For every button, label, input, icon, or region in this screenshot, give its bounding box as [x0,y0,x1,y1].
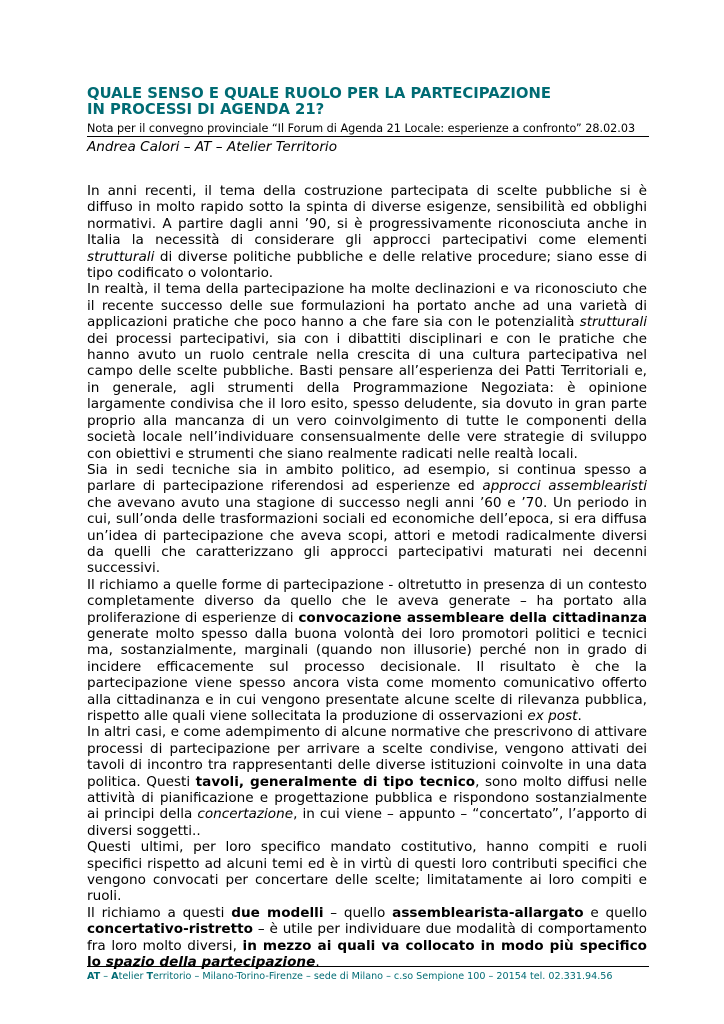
paragraph-4 [87,577,647,725]
paragraph-1-text-a: In anni recenti, il tema della costruzione partecipata di scelte pubbliche si è diffuso in molto rapido sotto la spinta di diverse esigenze, sensibilità ed obblighi normativi. A partire dagli anni ’90, si è progressivamente riconosciuta anche in Italia la necessità di considerare gli approcci partecipativi come elementi [87,183,647,249]
paragraph-5-bold: tavoli, generalmente di tipo tecnico [195,773,476,790]
footer-telier: telier [118,971,147,982]
footer-at: AT [87,971,101,982]
paragraph-3-emphasis: approcci assemblearisti [482,478,647,495]
paragraph-7-bold-3: concertativo-ristretto [87,921,253,938]
paragraph-5-emphasis: concertazione [197,806,294,823]
paragraph-7-text-b: – quello [323,904,393,921]
paragraph-6: Questi ultimi, per loro specifico mandato costitutivo, hanno compiti e ruoli specifici rispetto ad alcuni temi ed è in virtù di questi loro contributi specifici che vengono convocati per concertare delle scelte; limitatamente ai loro compiti e ruoli. [87,839,647,905]
paragraph-3 [87,462,647,577]
paragraph-3-text-a: Sia in sedi tecniche sia in ambito politico, ad esempio, si continua spesso a parlare di partecipazione riferendosi ad esperienze ed [87,461,647,495]
document-subtitle: Nota per il convegno provinciale “Il Forum di Agenda 21 Locale: esperienze a confronto” 28.02.03 [87,122,636,135]
paragraph-4-emphasis: ex post [527,708,578,724]
paragraph-5-text-c: , in cui viene – appunto – “concertato”, l’apporto di diversi soggetti.. [87,806,647,839]
paragraph-2-emphasis: strutturali [579,314,647,331]
paragraph-5-text-a: In altri casi, e come adempimento di alcune normative che prescrivono di attivare processi di partecipazione per arrivare a scelte condivise, vengono attivati dei tavoli di incontro tra rappresentanti delle diverse istituzioni coinvolte in una data politica. Questi [87,724,647,790]
paragraph-5 [87,724,647,839]
document-body [87,183,647,971]
footer-initial-a: A [111,971,119,982]
paragraph-7-bold-emphasis: spazio della partecipazione [105,954,316,971]
paragraph-7-text-e: . [315,954,320,971]
paragraph-7-text-c: e quello [583,904,648,921]
paragraph-7-text-a: Il richiamo a questi [87,904,232,921]
footer-separator: – [100,971,112,982]
paragraph-4-text-a: Il richiamo a quelle forme di partecipazione - oltretutto in presenza di un contesto completamente diverso da quello che le aveva generate – ha portato alla proliferazione di esperienze di [87,576,647,626]
footer-divider [87,966,649,967]
footer-initial-t: T [146,971,154,982]
paragraph-4-text-c: . [577,708,582,724]
paragraph-7-bold-4: in mezzo ai quali va collocato in modo più specifico lo [87,937,647,971]
paragraph-7-text-d: – è utile per individuare due modalità di comportamento fra loro molto diversi, [87,921,647,954]
document-title [87,86,647,118]
title-line-2: IN PROCESSI DI AGENDA 21? [87,101,325,118]
paragraph-5-text-b: , sono molto diffusi nelle attività di pianificazione e progettazione pubblica e rispondono sostanzialmente ai principi della [87,773,647,823]
page-footer [87,971,649,983]
paragraph-7-bold-2: assemblearista-allargato [392,904,584,921]
paragraph-1 [87,183,647,281]
paragraph-1-text-b: di diverse politiche pubbliche e delle relative procedure; siano esse di tipo codificato o volontario. [87,248,647,282]
footer-address: erritorio – Milano-Torino-Firenze – sede di Milano – c.so Sempione 100 – 20154 tel. 02.331.94.56 [153,971,613,982]
header-divider [87,136,649,137]
paragraph-4-bold: convocazione assembleare della cittadinanza [298,609,647,626]
paragraph-7 [87,905,647,971]
paragraph-1-emphasis: strutturali [87,248,155,265]
paragraph-2 [87,281,647,461]
title-line-1: QUALE SENSO E QUALE RUOLO PER LA PARTECIPAZIONE [87,85,551,102]
paragraph-2-text-b: dei processi partecipativi, sia con i dibattiti disciplinari e con le pratiche che hanno avuto un ruolo centrale nella crescita di una cultura partecipativa nel campo delle scelte pubbliche. Basti pensare all’esperienza dei Patti Territoriali e, in generale, agli strumenti della Programmazione Negoziata: è opinione largamente condivisa che il loro esito, spesso deludente, sia dovuto in gran parte proprio alla mancanza di un vero coinvolgimento di tutte le componenti della società locale nell’individuare consensualmente delle vere strategie di sviluppo con obiettivi e strumenti che siano realmente radicati nelle realtà locali. [87,330,647,462]
paragraph-3-text-b: che avevano avuto una stagione di successo negli anni ’60 e ’70. Un periodo in cui, sull’onda delle trasformazioni sociali ed economiche dell’epoca, si era diffusa un’idea di partecipazione che aveva scopi, attori e metodi radicalmente diversi da quelli che caratterizzano gli approcci partecipativi maturati nei decenni successivi. [87,494,647,577]
paragraph-2-text-a: In realtà, il tema della partecipazione ha molte declinazioni e va riconosciuto che il recente successo delle sue formulazioni ha portato anche ad una varietà di applicazioni pratiche che poco hanno a che fare sia con le potenzialità [87,281,647,331]
paragraph-4-text-b: generate molto spesso dalla buona volontà dei loro promotori politici e tecnici ma, sostanzialmente, marginali (quando non illusorie) perché non in grado di incidere efficacemente sul processo decisionale. Il risultato è che la partecipazione viene spesso ancora vista come momento comunicativo offerto alla cittadinanza e in cui vengono presentate alcune scelte di rilevanza pubblica, rispetto alle quali viene sollecitata la produzione di osservazioni [87,625,647,724]
paragraph-7-bold-1: due modelli [231,904,324,921]
document-author: Andrea Calori – AT – Atelier Territorio [87,139,338,155]
